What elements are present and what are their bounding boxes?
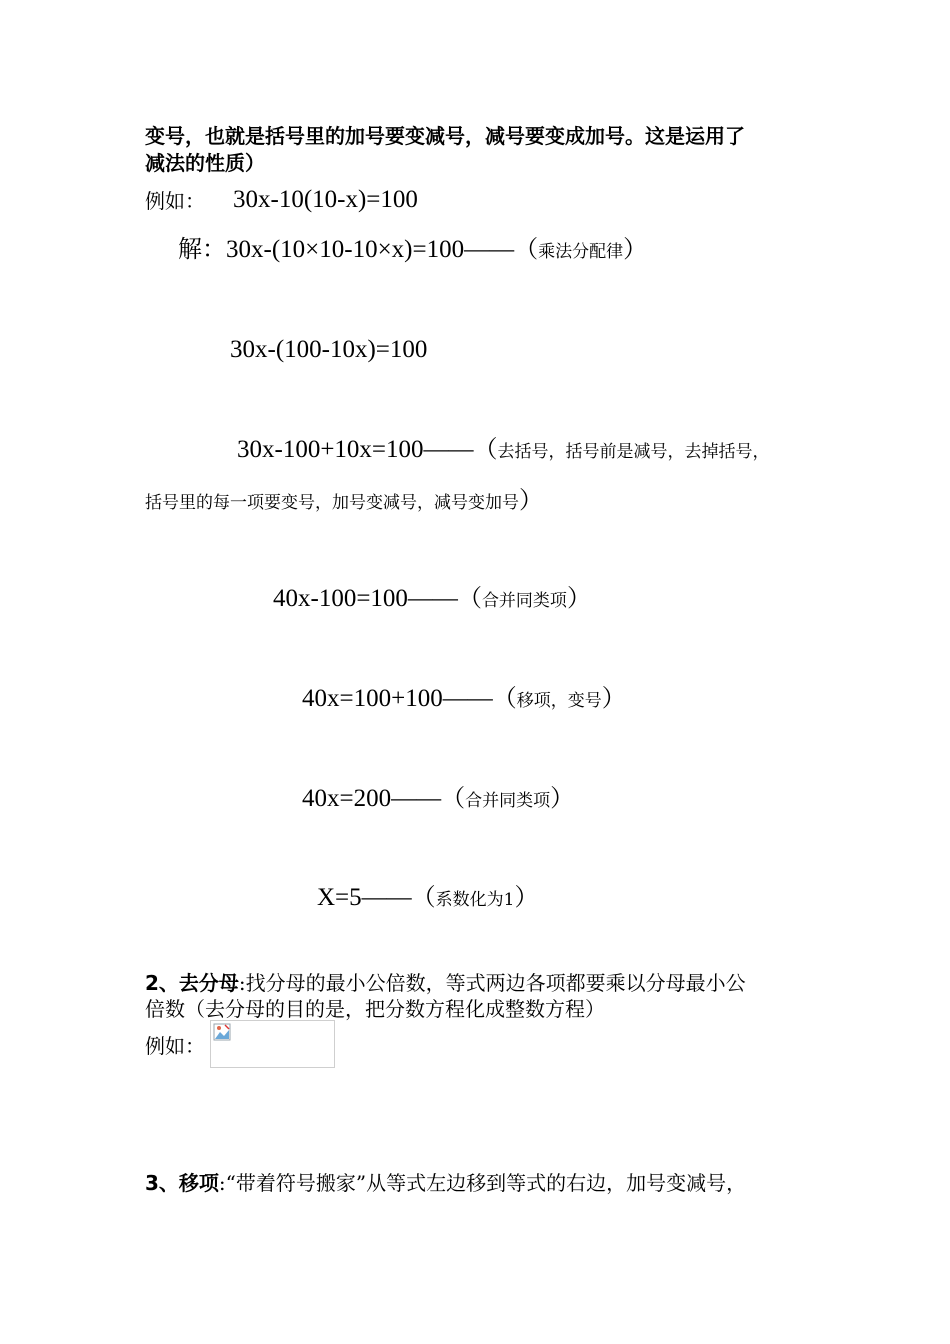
section-2-text: :找分母的最小公倍数，等式两边各项都要乘以分母最小公 [238, 971, 746, 995]
step-note: 合并同类项 [465, 791, 551, 811]
step-note: 移项，变号 [516, 691, 602, 711]
step-equation: 30x-(10×10-10×x)=100—— [226, 236, 515, 263]
step-equation: X=5—— [317, 884, 412, 911]
close-paren: ） [601, 684, 626, 712]
open-paren: （ [514, 235, 539, 263]
close-paren: ） [550, 784, 575, 812]
close-paren: ） [623, 235, 648, 263]
solution-step-3-continued [145, 487, 543, 513]
step-equation: 30x-100+10x=100—— [237, 436, 474, 463]
step-note: 去括号，括号前是减号，去掉括号， [497, 442, 770, 462]
section-2-line-2: 倍数（去分母的目的是，把分数方程化成整数方程） [145, 997, 605, 1021]
solution-label: 解： [178, 235, 226, 263]
intro-line-2: 减法的性质） [145, 151, 265, 175]
solution-step-2: 30x-(100-10x)=100 [230, 336, 428, 363]
solution-step-7 [317, 884, 538, 912]
step-note: 系数化为1 [435, 890, 515, 910]
section-3-text: :“带着符号搬家”从等式左边移到等式的右边，加号变减号， [218, 1171, 747, 1195]
solution-step-1 [178, 236, 647, 264]
open-paren: （ [473, 435, 498, 463]
close-paren: ） [514, 883, 539, 911]
missing-image-placeholder [210, 1020, 335, 1068]
section-2-example-label: 例如： [145, 1034, 205, 1058]
solution-step-6 [302, 785, 574, 813]
section-3-line-1 [145, 1172, 746, 1194]
section-2-heading: 2、去分母 [145, 971, 239, 995]
close-paren: ） [519, 486, 543, 514]
open-paren: （ [492, 684, 517, 712]
step-note: 括号里的每一项要变号，加号变减号，减号变加号 [145, 493, 519, 513]
open-paren: （ [441, 784, 466, 812]
example-label: 例如： [145, 189, 205, 213]
section-2-line-1 [145, 972, 746, 994]
solution-step-4 [273, 585, 591, 613]
solution-step-5 [302, 685, 626, 713]
close-paren: ） [566, 584, 591, 612]
step-note: 合并同类项 [481, 591, 567, 611]
step-equation: 40x=200—— [302, 785, 442, 812]
example-equation: 30x-10(10-x)=100 [233, 186, 418, 213]
open-paren: （ [411, 883, 436, 911]
step-equation: 40x=100+100—— [302, 685, 493, 712]
step-equation: 40x-100=100—— [273, 585, 458, 612]
solution-step-3 [237, 436, 770, 464]
section-3-heading: 3、移项 [145, 1171, 219, 1195]
intro-line-1: 变号，也就是括号里的加号要变减号，减号要变成加号。这是运用了 [145, 124, 745, 148]
step-note: 乘法分配律 [538, 242, 624, 262]
broken-image-icon [213, 1023, 231, 1041]
open-paren: （ [457, 584, 482, 612]
